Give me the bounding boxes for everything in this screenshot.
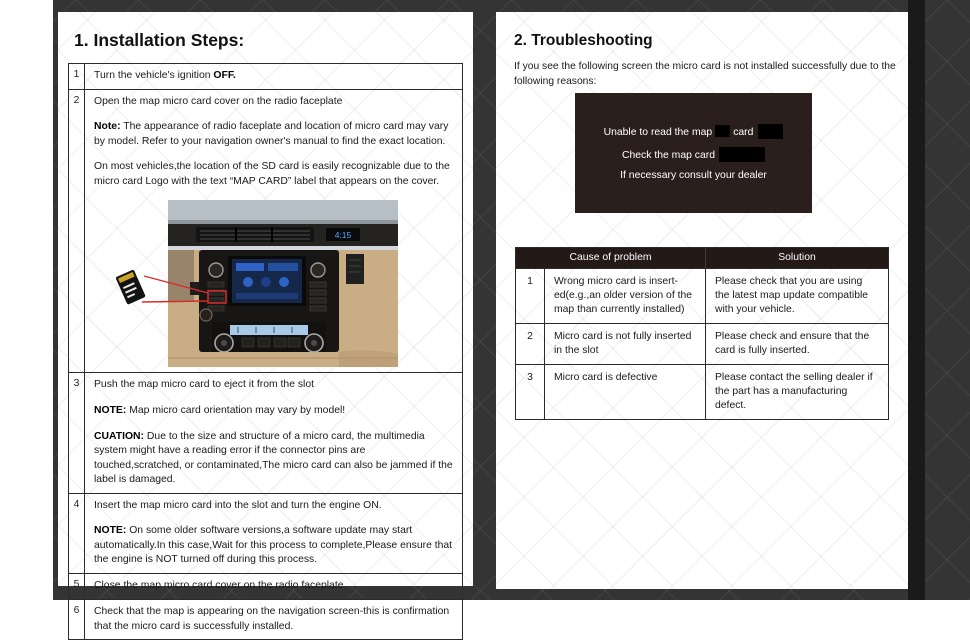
step-text [85,494,462,573]
step-number: 2 [69,90,85,373]
table-row [516,364,888,419]
caution-text: Due to the size and structure of a micro card, the multimedia system might have a reading error if the connector pins are touched,scratched, or contaminated,The micro card can also be jammed if the label is damaged. [94,430,453,486]
header-solution: Solution [778,252,816,263]
step2-line1: Open the map micro card cover on the radio faceplate [94,95,343,107]
solution-cell: Please check and ensure that the card is fully inserted. [705,324,888,364]
error-line-2 [575,147,812,161]
step-text [85,90,462,373]
note-label: NOTE: [94,525,127,537]
header-cause: Cause of problem [516,248,706,268]
error-line-2-text: Check the map card [622,150,715,161]
micro-sd-card-icon [115,270,145,306]
step-row-2 [69,90,462,374]
step-row-5 [69,574,462,600]
step1-text: Turn the vehicle's ignition [94,70,214,81]
error-line-1-text: Unable to read the map [603,127,713,138]
error-line-1-text2: card [733,127,754,138]
photo-frame [168,200,398,367]
step-row-3 [69,373,462,493]
tune-knob-icon [311,263,325,277]
step-number: 5 [69,574,85,599]
step6-line1: Check that the map is appearing on the navigation screen-this is confirmation that the micro card is successfully installed. [94,606,450,632]
step-number: 6 [69,600,85,639]
table-header [516,248,888,268]
solution-cell: Please contact the selling dealer if the part has a manufacturing defect. [705,365,888,419]
page-installation [58,12,473,632]
step5-line1: Close the map micro card cover on the radio faceplate. [94,580,347,591]
clock-time: 4:15 [334,230,352,241]
error-screen [575,93,812,213]
step-number: 1 [69,64,85,89]
error-line-3-text: If necessary consult your dealer [620,170,767,181]
step-text [85,574,462,599]
table-row [516,323,888,364]
red-arrow-line [142,301,208,302]
cause-cell: Wrong micro card is insert-ed(e.g.,an older version of the map than currently installed) [554,276,693,316]
page-troubleshooting [496,12,908,589]
redaction-box [719,147,765,162]
troubleshooting-title: 2. Troubleshooting [514,32,653,49]
error-line-1 [575,124,812,138]
step-row-6 [69,600,462,639]
note-text: Map micro card orientation may vary by model! [126,404,346,416]
row-number: 1 [516,269,545,323]
step-row-1 [69,64,462,90]
error-line-3 [575,170,812,181]
step-number: 4 [69,494,85,573]
installation-title: 1. Installation Steps: [74,30,245,50]
table-row [516,268,888,323]
step1-bold: OFF. [213,70,236,81]
note-text: The appearance of radio faceplate and location of micro card may vary by model. Refer to your navigation owner's manual to find the exact location. [94,121,449,147]
step2-para2: On most vehicles,the location of the SD card is easily recognizable due to the micro card Logo with the text “MAP CARD” label that appears on the cover. [94,161,450,187]
trouble-table [515,247,889,420]
note-label: Note: [94,121,121,133]
step-number: 3 [69,373,85,492]
step-text [85,600,462,639]
cause-cell: Micro card is defective [554,372,658,384]
side-vent-icon [346,254,364,284]
step-text [85,373,462,492]
row-number: 2 [516,324,545,364]
row-number: 3 [516,365,545,419]
step-row-4 [69,494,462,574]
step3-line1: Push the map micro card to eject it from the slot [94,379,315,391]
solution-cell: Please check that you are using the latest map update compatible with your vehicle. [705,269,888,323]
caution-label: CUATION: [94,430,145,442]
climate-display [230,325,308,335]
redaction-box [715,125,730,137]
note-label: NOTE: [94,404,127,416]
car-dashboard-photo [168,200,398,367]
installation-steps-table [68,63,463,640]
step-text [85,64,462,89]
note-text: On some older software versions,a software update may start automatically.In this case,Wait for this process to complete,Please ensure that the engine is NOT turned off during this process. [94,525,453,566]
dashboard-illustration [108,200,398,367]
right-dark-band [908,0,925,600]
troubleshooting-intro: If you see the following screen the micro card is not installed successfully due to the following reasons: [514,61,896,88]
cause-cell: Micro card is not fully inserted in the slot [554,331,692,357]
redaction-box [758,124,783,139]
volume-knob-icon [209,263,223,277]
step4-line1: Insert the map micro card into the slot and turn the engine ON. [94,499,382,511]
